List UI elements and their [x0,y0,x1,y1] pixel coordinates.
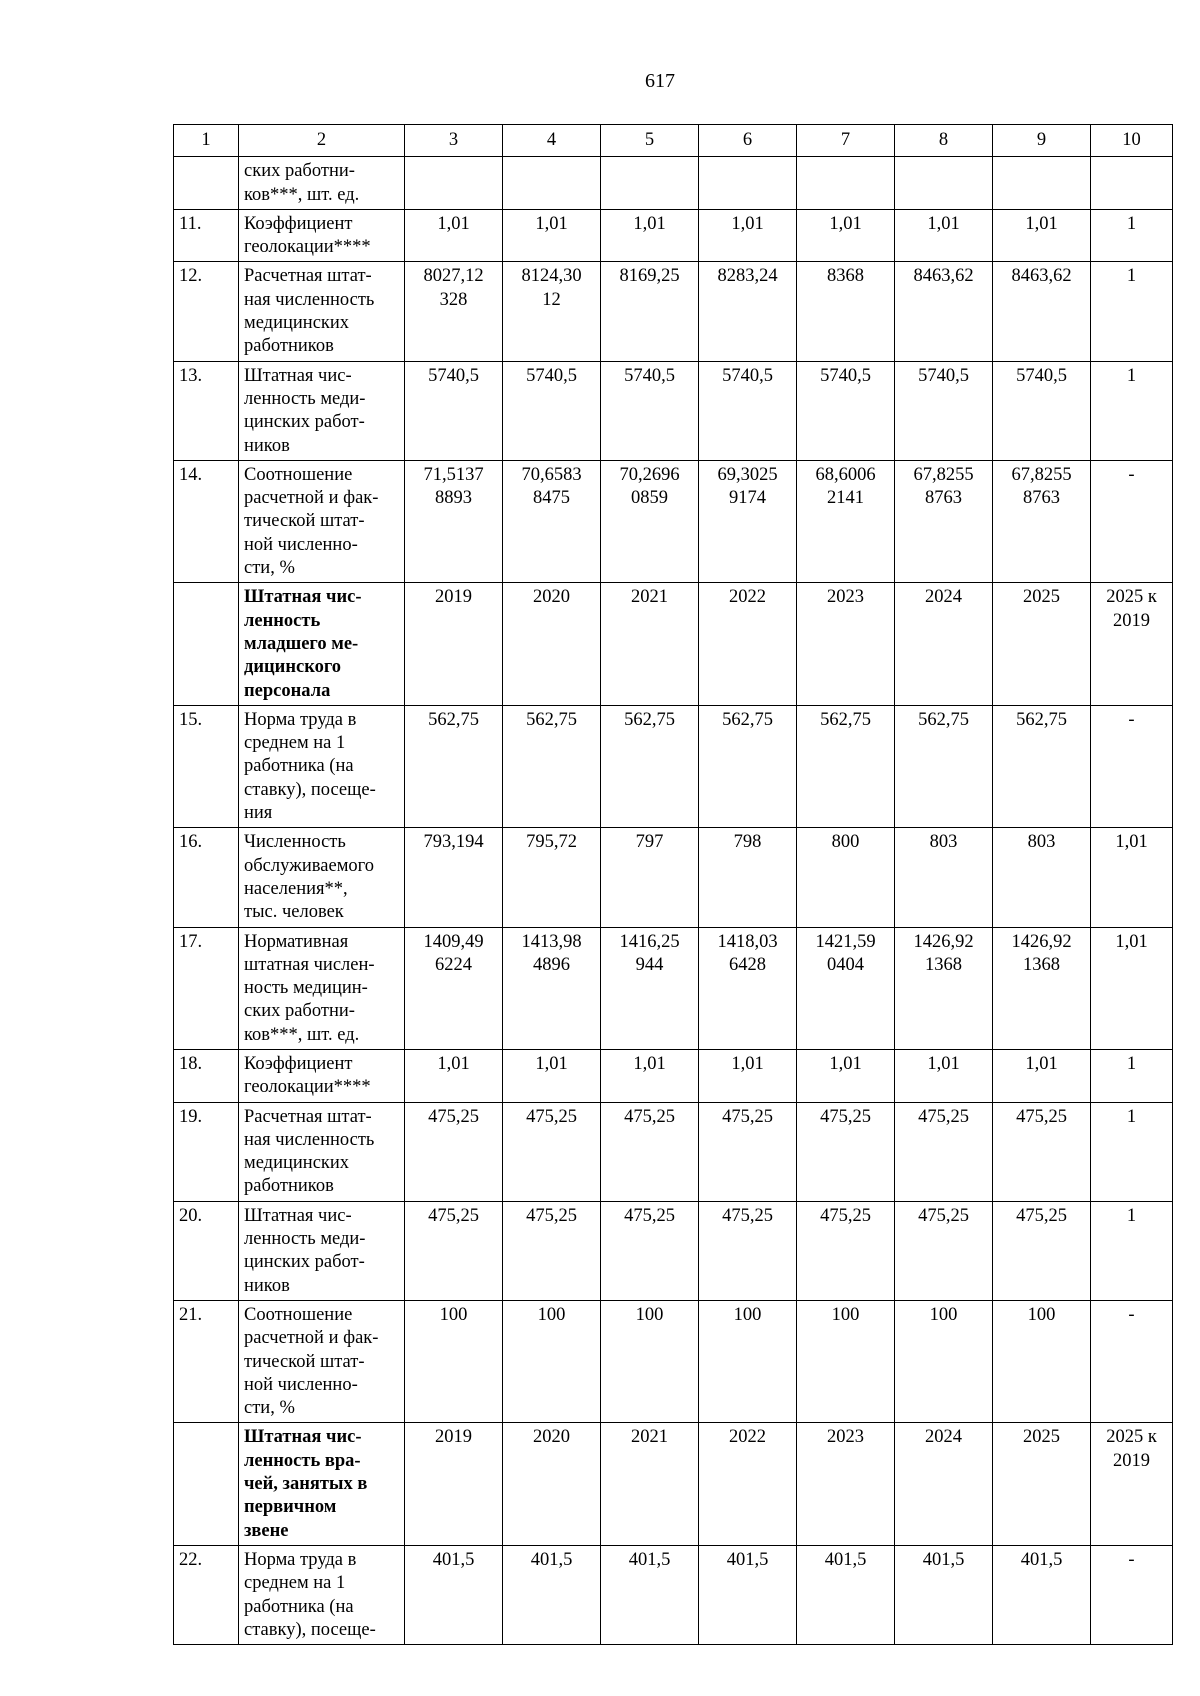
value-cell: 475,25 [895,1201,993,1300]
value-cell [993,157,1091,210]
value-cell: 401,5 [699,1545,797,1644]
value-cell: 1413,98 4896 [503,927,601,1049]
row-label: Штатная чис- ленность вра- чей, занятых в первичном звене [239,1423,405,1545]
value-cell: - [1091,1300,1173,1422]
value-cell [601,157,699,210]
row-number: 18. [174,1049,239,1102]
value-cell: 2019 [405,583,503,705]
value-cell: 70,2696 0859 [601,460,699,582]
value-cell: 8027,12 328 [405,262,503,361]
value-cell: 1 [1091,1049,1173,1102]
value-cell: 5740,5 [601,361,699,460]
table-row [174,1545,1173,1644]
value-cell: 69,3025 9174 [699,460,797,582]
value-cell: 475,25 [699,1102,797,1201]
value-cell: 803 [895,828,993,927]
value-cell: 5740,5 [699,361,797,460]
value-cell: 2023 [797,1423,895,1545]
value-cell [405,157,503,210]
value-cell: 562,75 [503,705,601,827]
row-label: Норма труда в среднем на 1 работника (на ставку), посеще- ния [239,705,405,827]
table-row [174,1102,1173,1201]
row-label: Штатная чис- ленность меди- цинских работ- ников [239,1201,405,1300]
row-number: 20. [174,1201,239,1300]
row-number [174,157,239,210]
value-cell: 2025 к 2019 [1091,583,1173,705]
value-cell: 1,01 [1091,828,1173,927]
row-label: Коэффициент геолокации**** [239,209,405,262]
value-cell: 1 [1091,1201,1173,1300]
value-cell [797,157,895,210]
value-cell: 401,5 [503,1545,601,1644]
value-cell: 2025 [993,583,1091,705]
value-cell: 2024 [895,583,993,705]
value-cell: 100 [503,1300,601,1422]
value-cell: 71,5137 8893 [405,460,503,582]
value-cell: 793,194 [405,828,503,927]
value-cell: 100 [895,1300,993,1422]
value-cell: 1 [1091,209,1173,262]
value-cell: 1,01 [1091,927,1173,1049]
value-cell: 100 [797,1300,895,1422]
row-label: Коэффициент геолокации**** [239,1049,405,1102]
table-row [174,157,1173,210]
value-cell: 475,25 [405,1102,503,1201]
value-cell: 1,01 [503,209,601,262]
value-cell: 1,01 [895,1049,993,1102]
value-cell: 562,75 [699,705,797,827]
value-cell: 2023 [797,583,895,705]
header-cell: 9 [993,125,1091,157]
value-cell: 475,25 [601,1102,699,1201]
value-cell: 401,5 [895,1545,993,1644]
value-cell: 475,25 [993,1102,1091,1201]
row-label: Расчетная штат- ная численность медицинских работников [239,262,405,361]
value-cell: 1,01 [797,209,895,262]
value-cell [1091,157,1173,210]
value-cell: 562,75 [797,705,895,827]
data-table [173,124,1173,1645]
header-cell: 7 [797,125,895,157]
section-header-row [174,583,1173,705]
row-label: Штатная чис- ленность младшего ме- дицинского персонала [239,583,405,705]
section-header-row [174,1423,1173,1545]
value-cell: 2022 [699,583,797,705]
value-cell: 401,5 [797,1545,895,1644]
value-cell: 5740,5 [993,361,1091,460]
row-number: 13. [174,361,239,460]
value-cell: 562,75 [895,705,993,827]
value-cell: 2025 [993,1423,1091,1545]
value-cell: 2020 [503,583,601,705]
row-number: 16. [174,828,239,927]
value-cell: - [1091,460,1173,582]
row-label: Численность обслуживаемого населения**, тыс. человек [239,828,405,927]
row-number: 14. [174,460,239,582]
value-cell: 475,25 [797,1102,895,1201]
value-cell: 1421,59 0404 [797,927,895,1049]
value-cell: 68,6006 2141 [797,460,895,582]
value-cell: 562,75 [601,705,699,827]
value-cell: 8368 [797,262,895,361]
value-cell: 800 [797,828,895,927]
value-cell: 100 [601,1300,699,1422]
value-cell: 8463,62 [993,262,1091,361]
value-cell: 2025 к 2019 [1091,1423,1173,1545]
row-number: 15. [174,705,239,827]
header-row [174,125,1173,157]
value-cell: 67,8255 8763 [993,460,1091,582]
value-cell: 475,25 [895,1102,993,1201]
table-row [174,1300,1173,1422]
row-number [174,1423,239,1545]
value-cell: 1 [1091,1102,1173,1201]
value-cell: 798 [699,828,797,927]
row-label: Соотношение расчетной и фак- тической штат- ной численно- сти, % [239,460,405,582]
value-cell: 2022 [699,1423,797,1545]
value-cell: 1416,25 944 [601,927,699,1049]
table-row [174,828,1173,927]
value-cell: 100 [993,1300,1091,1422]
value-cell: 1,01 [405,1049,503,1102]
value-cell: 475,25 [699,1201,797,1300]
value-cell: 2024 [895,1423,993,1545]
row-label: Соотношение расчетной и фак- тической штат- ной численно- сти, % [239,1300,405,1422]
row-number: 22. [174,1545,239,1644]
header-cell: 8 [895,125,993,157]
value-cell: 1 [1091,262,1173,361]
header-cell: 10 [1091,125,1173,157]
value-cell: 2021 [601,1423,699,1545]
value-cell: 475,25 [503,1102,601,1201]
table-row [174,1201,1173,1300]
value-cell: 1,01 [503,1049,601,1102]
value-cell: 475,25 [503,1201,601,1300]
row-label: Штатная чис- ленность меди- цинских работ- ников [239,361,405,460]
value-cell: 401,5 [993,1545,1091,1644]
value-cell: 475,25 [797,1201,895,1300]
table-row [174,1049,1173,1102]
table-body [174,157,1173,1645]
value-cell: 67,8255 8763 [895,460,993,582]
value-cell: 475,25 [601,1201,699,1300]
value-cell: 1,01 [699,209,797,262]
header-cell: 4 [503,125,601,157]
value-cell: 1 [1091,361,1173,460]
value-cell: 475,25 [993,1201,1091,1300]
header-cell: 3 [405,125,503,157]
row-label: Норма труда в среднем на 1 работника (на ставку), посеще- [239,1545,405,1644]
value-cell: 1,01 [699,1049,797,1102]
value-cell: 1,01 [895,209,993,262]
value-cell [699,157,797,210]
value-cell: 475,25 [405,1201,503,1300]
value-cell: 562,75 [405,705,503,827]
value-cell: 1418,03 6428 [699,927,797,1049]
row-label: Нормативная штатная числен- ность медицин- ских работни- ков***, шт. ед. [239,927,405,1049]
row-number: 19. [174,1102,239,1201]
value-cell: 795,72 [503,828,601,927]
table-row [174,460,1173,582]
header-cell: 6 [699,125,797,157]
value-cell: 1,01 [601,1049,699,1102]
value-cell: 100 [699,1300,797,1422]
value-cell: 2020 [503,1423,601,1545]
row-number: 12. [174,262,239,361]
row-number: 21. [174,1300,239,1422]
value-cell: - [1091,1545,1173,1644]
row-number: 17. [174,927,239,1049]
value-cell: 8169,25 [601,262,699,361]
value-cell: 5740,5 [503,361,601,460]
table-row [174,927,1173,1049]
value-cell: 1,01 [797,1049,895,1102]
value-cell: 1,01 [993,1049,1091,1102]
value-cell [895,157,993,210]
value-cell: 401,5 [601,1545,699,1644]
value-cell: 70,6583 8475 [503,460,601,582]
value-cell [503,157,601,210]
header-cell: 2 [239,125,405,157]
value-cell: 100 [405,1300,503,1422]
value-cell: 1409,49 6224 [405,927,503,1049]
value-cell: 2019 [405,1423,503,1545]
value-cell: 1,01 [601,209,699,262]
value-cell: 8463,62 [895,262,993,361]
value-cell: 1426,92 1368 [895,927,993,1049]
table-row [174,705,1173,827]
value-cell: 5740,5 [797,361,895,460]
value-cell: - [1091,705,1173,827]
value-cell: 5740,5 [895,361,993,460]
row-label: ских работни- ков***, шт. ед. [239,157,405,210]
row-label: Расчетная штат- ная численность медицинских работников [239,1102,405,1201]
header-cell: 5 [601,125,699,157]
value-cell: 803 [993,828,1091,927]
row-number: 11. [174,209,239,262]
value-cell: 797 [601,828,699,927]
value-cell: 2021 [601,583,699,705]
value-cell: 1426,92 1368 [993,927,1091,1049]
table-row [174,209,1173,262]
row-number [174,583,239,705]
value-cell: 8124,30 12 [503,262,601,361]
table-row [174,361,1173,460]
page-number: 617 [645,70,675,92]
header-cell: 1 [174,125,239,157]
value-cell: 1,01 [405,209,503,262]
table-row [174,262,1173,361]
value-cell: 401,5 [405,1545,503,1644]
value-cell: 562,75 [993,705,1091,827]
value-cell: 5740,5 [405,361,503,460]
value-cell: 1,01 [993,209,1091,262]
value-cell: 8283,24 [699,262,797,361]
